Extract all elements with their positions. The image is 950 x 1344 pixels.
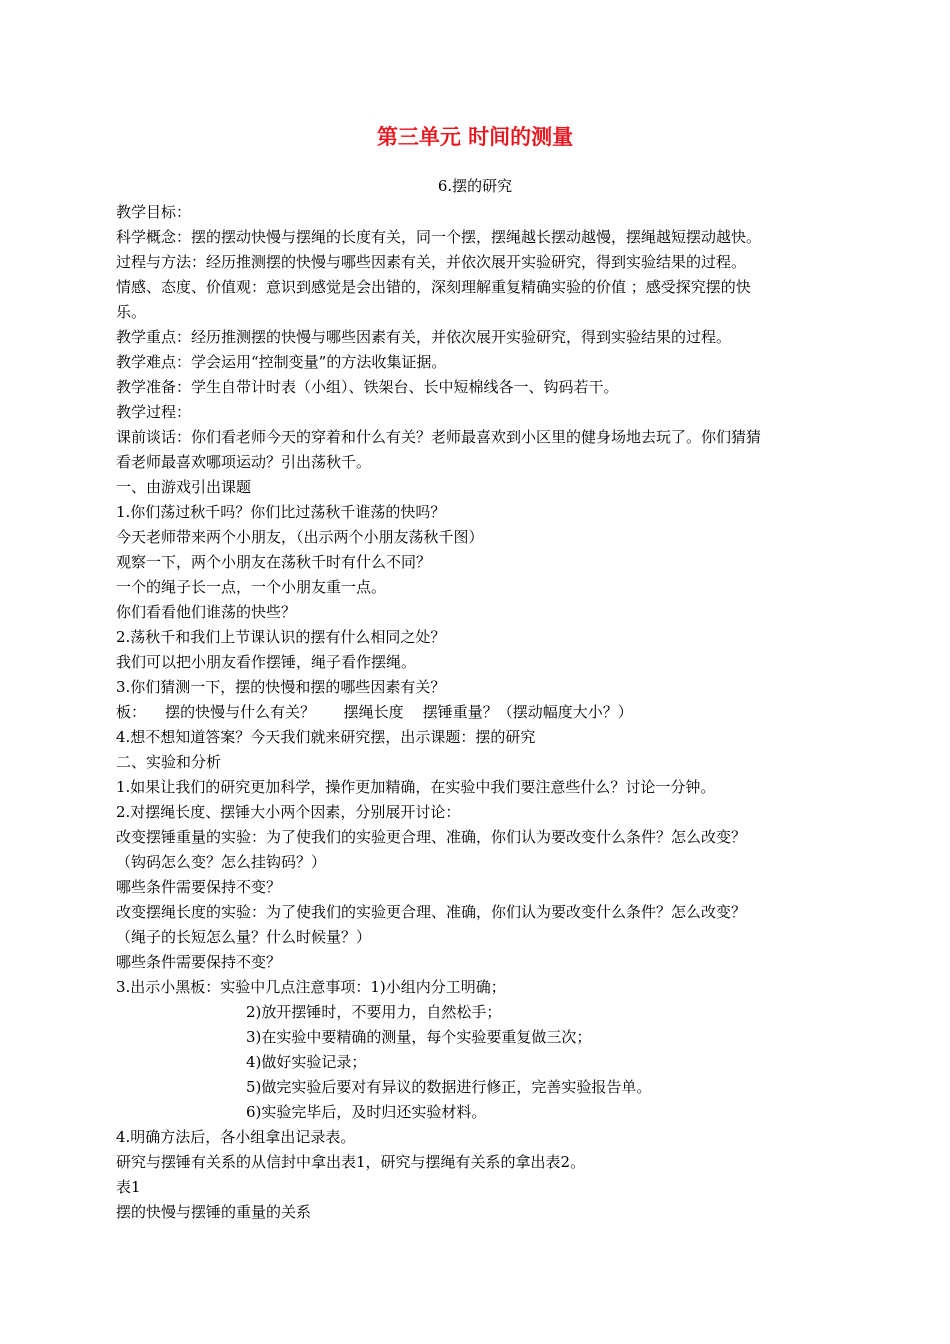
paragraph-line: 乐。: [116, 303, 147, 321]
document-body: [116, 200, 846, 1225]
paragraph-line: 哪些条件需要保持不变？: [116, 878, 282, 896]
paragraph-line: 今天老师带来两个小朋友，（出示两个小朋友荡秋千图）: [116, 528, 484, 546]
paragraph-line: 改变摆绳长度的实验：为了使我们的实验更合理、准确，你们认为要改变什么条件？怎么改变？: [116, 903, 747, 921]
section-heading: 二、实验和分析: [116, 753, 222, 771]
paragraph-line: 教学过程：: [116, 403, 192, 421]
paragraph-line: 看老师最喜欢哪项运动？引出荡秋千。: [116, 453, 372, 471]
paragraph-line: 情感、态度、价值观：意识到感觉是会出错的，深刻理解重复精确实验的价值 ；感受探究摆的快: [116, 278, 751, 296]
paragraph-line: 教学重点：经历推测摆的快慢与哪些因素有关，并依次展开实验研究，得到实验结果的过程。: [116, 328, 732, 346]
paragraph-line: 哪些条件需要保持不变？: [116, 953, 282, 971]
paragraph-line: 改变摆锤重量的实验：为了使我们的实验更合理、准确，你们认为要改变什么条件？怎么改变？: [116, 828, 747, 846]
paragraph-line: 研究与摆锤有关系的从信封中拿出表1，研究与摆绳有关系的拿出表2。: [116, 1153, 586, 1171]
paragraph-line: 2.对摆绳长度、摆锤大小两个因素，分别展开讨论：: [116, 803, 461, 821]
paragraph-line: 我们可以把小朋友看作摆锤，绳子看作摆绳。: [116, 653, 417, 671]
document-title: 第三单元 时间的测量: [376, 124, 574, 149]
paragraph-line: 教学难点：学会运用“控制变量”的方法收集证据。: [116, 353, 447, 371]
table-label: 表1: [116, 1178, 141, 1196]
paragraph-line: 1.你们荡过秋千吗？你们比过荡秋千谁荡的快吗？: [116, 503, 446, 521]
paragraph-line: 3.出示小黑板：实验中几点注意事项：1)小组内分工明确；: [116, 978, 506, 996]
list-item: 5)做完实验后要对有异议的数据进行修正，完善实验报告单。: [246, 1078, 652, 1096]
paragraph-line: 4.想不想知道答案？今天我们就来研究摆，出示课题：摆的研究: [116, 728, 536, 746]
paragraph-line: 过程与方法：经历推测摆的快慢与哪些因素有关，并依次展开实验研究，得到实验结果的过程。: [116, 253, 747, 271]
paragraph-line: 4.明确方法后，各小组拿出记录表。: [116, 1128, 356, 1146]
paragraph-line: 一个的绳子长一点，一个小朋友重一点。: [116, 578, 387, 596]
paragraph-line: 你们看看他们谁荡的快些？: [116, 603, 297, 621]
paragraph-line: 课前谈话：你们看老师今天的穿着和什么有关？老师最喜欢到小区里的健身场地去玩了。你们猜猜: [116, 428, 762, 446]
table-caption: 摆的快慢与摆锤的重量的关系: [116, 1203, 312, 1221]
paragraph-line: 科学概念：摆的摆动快慢与摆绳的长度有关，同一个摆，摆绳越长摆动越慢，摆绳越短摆动越快。: [116, 228, 762, 246]
paragraph-line: 教学目标：: [116, 203, 192, 221]
paragraph-line: 教学准备：学生自带计时表（小组）、铁架台、长中短棉线各一、钩码若干。: [116, 378, 619, 396]
paragraph-line: 1.如果让我们的研究更加科学，操作更加精确，在实验中我们要注意些什么？讨论一分钟。: [116, 778, 716, 796]
document-subtitle: 6.摆的研究: [437, 177, 513, 195]
paragraph-line: 板： 摆的快慢与什么有关？ 摆绳长度 摆锤重量？（摆动幅度大小？）: [116, 703, 633, 721]
list-item: 2)放开摆锤时，不要用力，自然松手；: [246, 1003, 502, 1021]
paragraph-line: （绳子的长短怎么量？什么时候量？）: [116, 928, 372, 946]
list-item: 3)在实验中要精确的测量，每个实验要重复做三次；: [246, 1028, 592, 1046]
section-heading: 一、由游戏引出课题: [116, 478, 252, 496]
paragraph-line: （钩码怎么变？怎么挂钩码？）: [116, 853, 327, 871]
list-item: 6)实验完毕后，及时归还实验材料。: [246, 1103, 487, 1121]
list-item: 4)做好实验记录；: [246, 1053, 367, 1071]
paragraph-line: 2.荡秋千和我们上节课认识的摆有什么相同之处？: [116, 628, 446, 646]
paragraph-line: 3.你们猜测一下，摆的快慢和摆的哪些因素有关？: [116, 678, 446, 696]
paragraph-line: 观察一下，两个小朋友在荡秋千时有什么不同？: [116, 553, 432, 571]
